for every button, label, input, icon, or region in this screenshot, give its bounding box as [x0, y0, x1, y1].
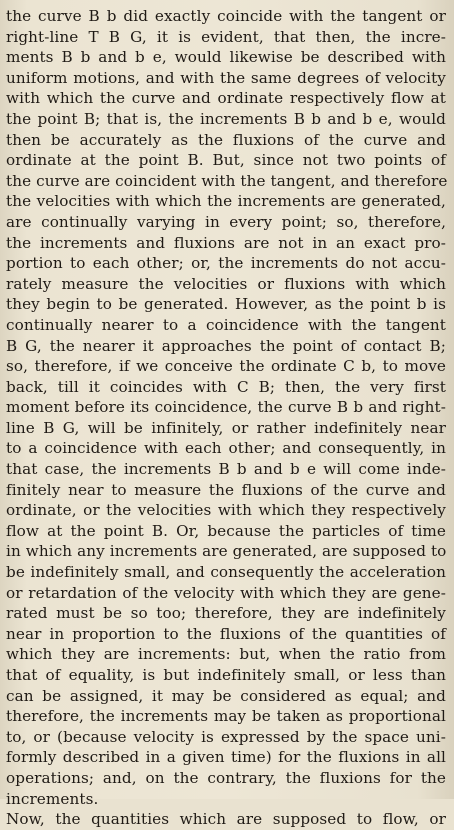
text-line: right-line T B G, it is evident, that then, the incre-	[6, 27, 446, 46]
text-line: ordinate, or the velocities with which they respectively	[6, 501, 446, 520]
text-line: the increments and fluxions are not in an exact pro-	[6, 233, 446, 252]
text-line: be indefinitely small, and consequently the acceleration	[6, 563, 446, 582]
text-line: that of equality, is but indefinitely small, or less than	[6, 666, 446, 684]
text-line: operations; and, on the contrary, the fluxions for the	[6, 768, 446, 787]
text-line: that case, the increments B b and b e will come inde-	[6, 460, 446, 479]
text-line: in which any increments are generated, are supposed to	[6, 542, 447, 561]
text-line: portion to each other; or, the increments do not accu-	[6, 254, 446, 273]
text-line: the curve B b did exactly coincide with the tangent or	[6, 7, 446, 25]
text-line: ments B b and b e, would likewise be described with	[6, 48, 446, 67]
text-line: formly described in a given time) for the fluxions in all	[6, 748, 446, 767]
text-line: rately measure the velocities or fluxions with which	[6, 274, 446, 293]
text-line: can be assigned, it may be considered as equal; and	[6, 686, 446, 705]
text-line: moment before its coincidence, the curve B b and right-	[6, 398, 446, 417]
text-line: therefore, the increments may be taken as proportional	[6, 707, 446, 726]
text-line: finitely near to measure the fluxions of the curve and	[6, 480, 446, 499]
text-line: rated must be so too; therefore, they are indefinitely	[6, 604, 446, 623]
text-line: to, or (because velocity is expressed by the space uni-	[6, 727, 446, 746]
text-line: near in proportion to the fluxions of the quantities of	[6, 624, 446, 643]
text-line: Now, the quantities which are supposed to flow, or	[6, 810, 446, 829]
text-line: which they are increments: but, when the ratio from	[6, 645, 446, 664]
text-line: the curve are coincident with the tangent, and therefore	[6, 171, 448, 190]
text-line: B G, the nearer it approaches the point of contact B;	[6, 336, 446, 355]
text-line: then be accurately as the fluxions of the curve and	[6, 130, 446, 149]
text-line: the velocities with which the increments are generated,	[6, 192, 446, 211]
text-line: increments.	[6, 789, 99, 808]
text-line: back, till it coincides with C B; then, the very first	[6, 377, 446, 396]
text-line: ordinate at the point B. But, since not two points of	[6, 151, 446, 170]
page-text-block	[6, 6, 448, 829]
text-line: flow at the point B. Or, because the particles of time	[6, 521, 446, 540]
text-line: are continually varying in every point; so, therefore,	[6, 212, 446, 231]
text-line: line B G, will be infinitely, or rather indefinitely near	[6, 418, 446, 437]
text-line: uniform motions, and with the same degrees of velocity	[6, 68, 446, 87]
text-line: with which the curve and ordinate respectively flow at	[6, 89, 446, 108]
text-line: or retardation of the velocity with which they are gene-	[6, 583, 446, 602]
text-line: they begin to be generated. However, as the point b is	[6, 295, 446, 314]
text-line: to a coincidence with each other; and consequently, in	[6, 439, 446, 458]
text-line: the point B; that is, the increments B b and b e, would	[6, 109, 446, 128]
text-line: so, therefore, if we conceive the ordinate C b, to move	[6, 357, 446, 376]
text-line: continually nearer to a coincidence with the tangent	[6, 315, 446, 334]
